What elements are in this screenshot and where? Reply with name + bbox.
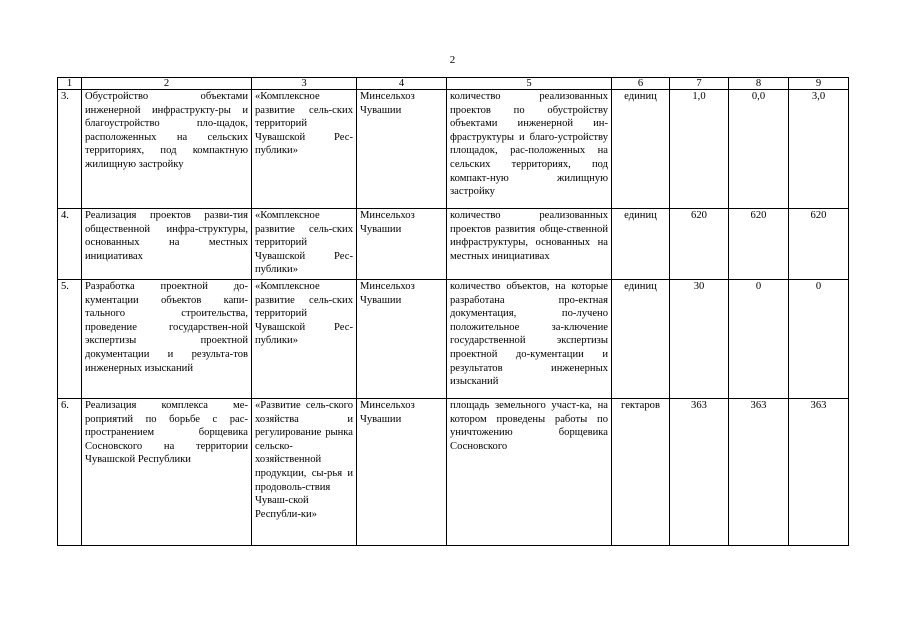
unit: единиц: [612, 280, 670, 399]
indicator-name: количество объектов, на которые разработана про-ектная документация, по-лучено положительное за-ключение государственной экспертизы проектной до-кументации и результатов инженерных изысканий: [447, 280, 612, 399]
executor: Минсельхоз Чувашии: [357, 209, 447, 280]
row-number: 5.: [58, 280, 82, 399]
column-header: 3: [252, 78, 357, 90]
column-header: 6: [612, 78, 670, 90]
column-header: 5: [447, 78, 612, 90]
row-number: 4.: [58, 209, 82, 280]
measure-name: Разработка проектной до-кументации объектов капи-тального строительства, проведение государствен-ной экспертизы проектной документации и результа-тов инженерных изысканий: [82, 280, 252, 399]
measure-name: Обустройство объектами инженерной инфраструкту-ры и благоустройство пло-щадок, расположенных на сельских территориях, под компактную жилищную застройку: [82, 90, 252, 209]
row-number: 3.: [58, 90, 82, 209]
indicator-name: площадь земельного участ-ка, на котором проведены работы по уничтожению борщевика Сосновского: [447, 399, 612, 546]
column-header: 4: [357, 78, 447, 90]
executor: Минсельхоз Чувашии: [357, 280, 447, 399]
program-name: «Развитие сель-ского хозяйства и регулирование рынка сельско-хозяйственной продукции, сы-рья и продоволь-ствия Чуваш-ской Республи-ки»: [252, 399, 357, 546]
value-col9: 620: [789, 209, 849, 280]
row-number: 6.: [58, 399, 82, 546]
program-name: «Комплексное развитие сель-ских территорий Чувашской Рес-публики»: [252, 209, 357, 280]
unit: единиц: [612, 209, 670, 280]
column-header: 8: [729, 78, 789, 90]
value-col8: 363: [729, 399, 789, 546]
unit: единиц: [612, 90, 670, 209]
measure-name: Реализация комплекса ме-роприятий по борьбе с рас-пространением борщевика Сосновского на территории Чувашской Республики: [82, 399, 252, 546]
table-row: [58, 209, 849, 280]
value-col7: 363: [670, 399, 729, 546]
program-name: «Комплексное развитие сель-ских территорий Чувашской Рес-публики»: [252, 280, 357, 399]
table-row: [58, 280, 849, 399]
value-col9: 363: [789, 399, 849, 546]
table-row: [58, 90, 849, 209]
table-row: [58, 399, 849, 546]
value-col7: 620: [670, 209, 729, 280]
measure-name: Реализация проектов разви-тия общественной инфра-структуры, основанных на местных инициативах: [82, 209, 252, 280]
page-number: 2: [449, 54, 456, 66]
column-header: 1: [58, 78, 82, 90]
value-col8: 620: [729, 209, 789, 280]
value-col7: 30: [670, 280, 729, 399]
value-col7: 1,0: [670, 90, 729, 209]
indicator-name: количество реализованных проектов развития обще-ственной инфраструктуры, основанных на местных инициативах: [447, 209, 612, 280]
indicator-name: количество реализованных проектов по обустройству объектами инженерной ин-фраструктуры и благо-устройству площадок, рас-положенных на сельских территориях, под компакт-ную жилищную застройку: [447, 90, 612, 209]
column-header: 2: [82, 78, 252, 90]
column-header: 7: [670, 78, 729, 90]
value-col8: 0,0: [729, 90, 789, 209]
column-header: 9: [789, 78, 849, 90]
unit: гектаров: [612, 399, 670, 546]
program-name: «Комплексное развитие сель-ских территорий Чувашской Рес-публики»: [252, 90, 357, 209]
value-col8: 0: [729, 280, 789, 399]
header-row: [58, 78, 849, 90]
executor: Минсельхоз Чувашии: [357, 399, 447, 546]
value-col9: 0: [789, 280, 849, 399]
value-col9: 3,0: [789, 90, 849, 209]
executor: Минсельхоз Чувашии: [357, 90, 447, 209]
indicators-table: [57, 77, 849, 546]
